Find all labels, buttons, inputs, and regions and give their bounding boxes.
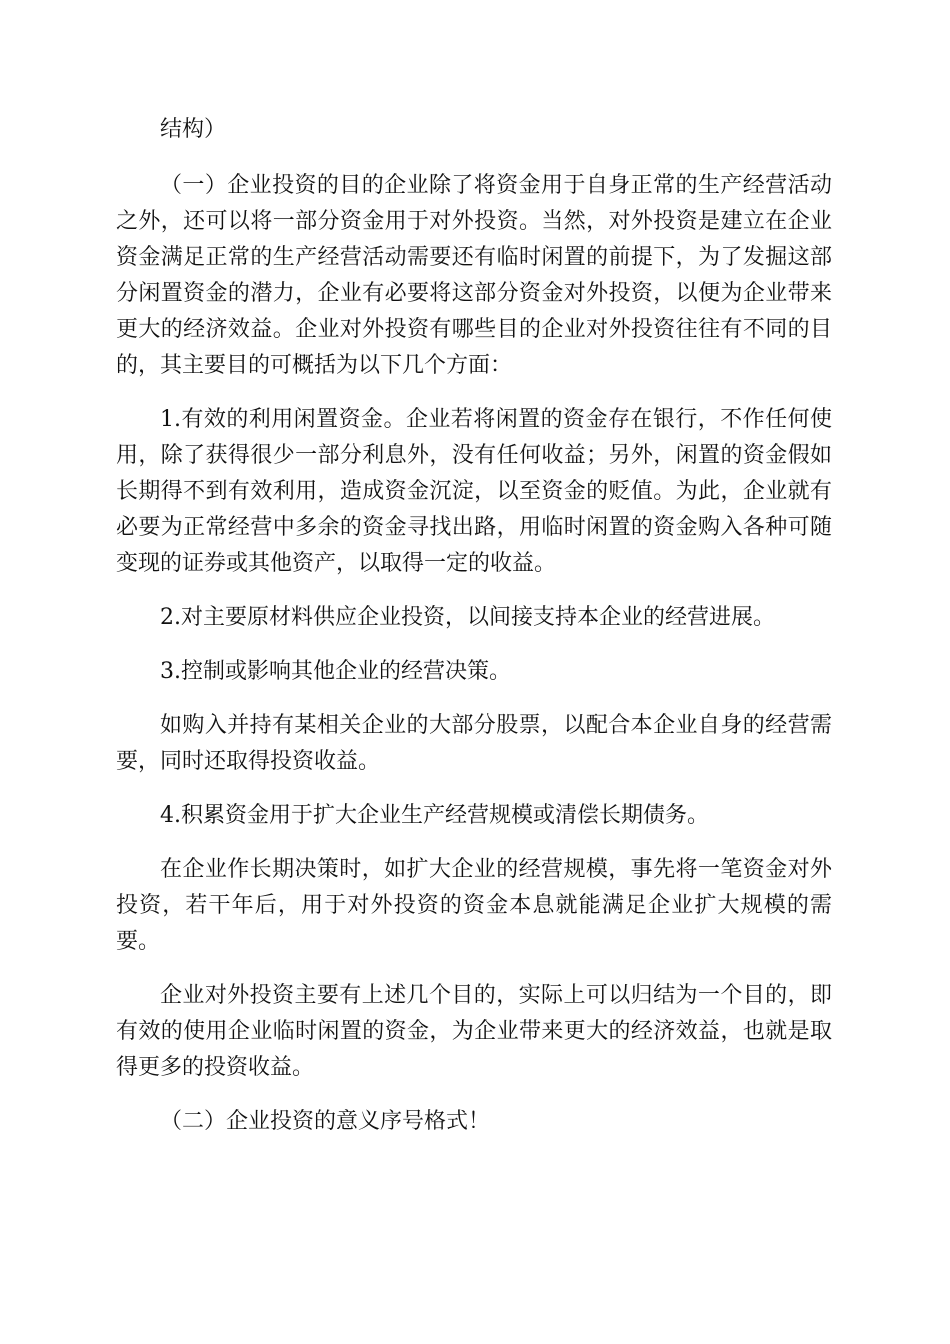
- paragraph-point-3-detail: 如购入并持有某相关企业的大部分股票，以配合本企业自身的经营需要，同时还取得投资收益。: [116, 713, 832, 774]
- paragraph-point-4-detail: 在企业作长期决策时，如扩大企业的经营规模，事先将一笔资金对外投资，若干年后，用于对外投资的资金本息就能满足企业扩大规模的需要。: [116, 857, 832, 954]
- paragraph-point-2: 2.对主要原材料供应企业投资，以间接支持本企业的经营进展。: [160, 605, 775, 630]
- paragraph-structure-fragment: 结构）: [160, 117, 227, 142]
- paragraph-point-3: 3.控制或影响其他企业的经营决策。: [160, 659, 511, 684]
- paragraph-point-1: 1.有效的利用闲置资金。企业若将闲置的资金存在银行，不作任何使用，除了获得很少一部分利息外，没有任何收益；另外，闲置的资金假如长期得不到有效利用，造成资金沉淀，以至资金的贬值。为此，企业就有必要为正常经营中多余的资金寻找出路，用临时闲置的资金购入各种可随变现的证券或其他资产，以取得一定的收益。: [116, 407, 832, 576]
- paragraph-summary: 企业对外投资主要有上述几个目的，实际上可以归结为一个目的，即有效的使用企业临时闲置的资金，为企业带来更大的经济效益，也就是取得更多的投资收益。: [116, 983, 832, 1080]
- paragraph-point-4: 4.积累资金用于扩大企业生产经营规模或清偿长期债务。: [160, 803, 709, 828]
- document-body: [116, 112, 832, 1158]
- section-heading-significance: （二）企业投资的意义序号格式！: [160, 1109, 491, 1134]
- paragraph-investment-purpose: （一）企业投资的目的企业除了将资金用于自身正常的生产经营活动之外，还可以将一部分资金用于对外投资。当然，对外投资是建立在企业资金满足正常的生产经营活动需要还有临时闲置的前提下，为了发掘这部分闲置资金的潜力，企业有必要将这部分资金对外投资，以便为企业带来更大的经济效益。企业对外投资有哪些目的企业对外投资往往有不同的目的，其主要目的可概括为以下几个方面：: [116, 173, 832, 378]
